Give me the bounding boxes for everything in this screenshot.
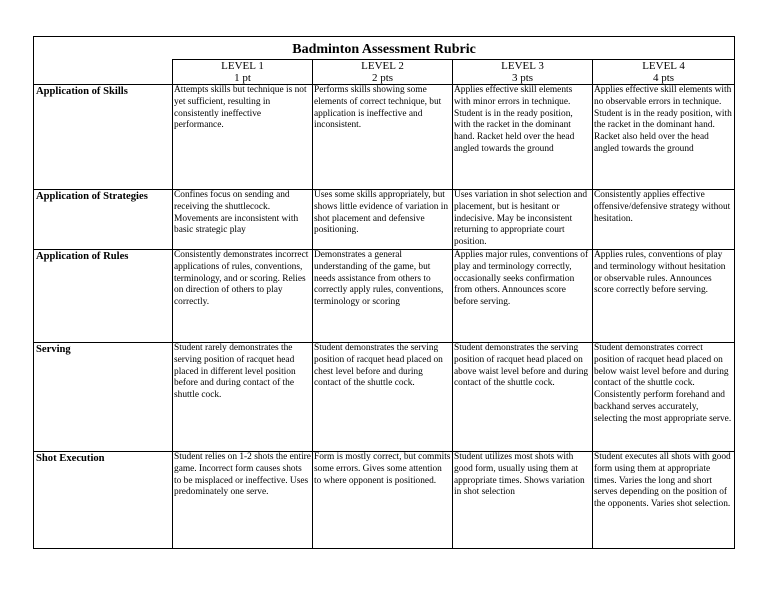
rubric-row-strategies [34, 190, 735, 250]
level-2-name: LEVEL 2 [361, 60, 404, 72]
descriptor-cell: Student relies on 1-2 shots the entire game. Incorrect form causes shots to be misplaced or ineffective. Uses predominately one serve. [173, 451, 313, 548]
level-1-name: LEVEL 1 [221, 60, 264, 72]
level-1-header [173, 60, 313, 85]
level-header-row [34, 60, 735, 85]
criterion-label: Application of Skills [34, 85, 173, 190]
descriptor-cell: Consistently applies effective offensive/defensive strategy without hesitation. [593, 190, 735, 250]
level-2-points: 2 pts [371, 72, 394, 84]
descriptor-cell: Uses some skills appropriately, but shows little evidence of variation in shot placement and defensive positioning. [313, 190, 453, 250]
criterion-label: Serving [34, 342, 173, 451]
rubric-row-serving [34, 342, 735, 451]
descriptor-cell: Form is mostly correct, but commits some errors. Gives some attention to where opponent is positioned. [313, 451, 453, 548]
descriptor-cell: Student rarely demonstrates the serving position of racquet head placed in different level position before and during contact of the shuttle cock. [173, 342, 313, 451]
descriptor-cell: Performs skills showing some elements of correct technique, but application is ineffective and inconsistent. [313, 85, 453, 190]
rubric-row-shot-execution [34, 451, 735, 548]
criterion-header-cell [34, 60, 173, 85]
descriptor-cell: Confines focus on sending and receiving the shuttlecock. Movements are inconsistent with basic strategic play [173, 190, 313, 250]
level-3-header [453, 60, 593, 85]
criterion-label: Shot Execution [34, 451, 173, 548]
descriptor-cell: Applies effective skill elements with no observable errors in technique. Student is in the ready position, with the racket in the dominant hand. Racket also held over the head angled towards the ground [593, 85, 735, 190]
level-4-points: 4 pts [652, 72, 675, 84]
title-row [34, 37, 735, 60]
descriptor-cell: Consistently demonstrates incorrect applications of rules, conventions, terminology, and or scoring. Relies on direction of others to play correctly. [173, 249, 313, 342]
descriptor-cell: Student demonstrates correct position of racquet head placed on below waist level before and during contact of the shuttle cock. Consistently perform forehand and backhand serves accurately, selecting the most appropriate serve. [593, 342, 735, 451]
rubric-title: Badminton Assessment Rubric [34, 37, 735, 60]
descriptor-cell: Applies rules, conventions of play and terminology without hesitation or observable rules. Announces score correctly before serving. [593, 249, 735, 342]
descriptor-cell: Student utilizes most shots with good form, usually using them at appropriate times. Shows variation in shot selection [453, 451, 593, 548]
level-3-points: 3 pts [511, 72, 534, 84]
rubric-row-skills [34, 85, 735, 190]
level-2-header [313, 60, 453, 85]
level-4-header [593, 60, 735, 85]
level-3-name: LEVEL 3 [501, 60, 544, 72]
descriptor-cell: Student demonstrates the serving position of racquet head placed on above waist level before and during contact of the shuttle cock. [453, 342, 593, 451]
descriptor-cell: Attempts skills but technique is not yet sufficient, resulting in consistently ineffective performance. [173, 85, 313, 190]
level-4-name: LEVEL 4 [642, 60, 685, 72]
descriptor-cell: Student demonstrates the serving position of racquet head placed on chest level before and during contact of the shuttle cock. [313, 342, 453, 451]
descriptor-cell: Applies effective skill elements with minor errors in technique. Student is in the ready position, with the racket in the dominant hand. Racket held over the head angled towards the ground [453, 85, 593, 190]
rubric-row-rules [34, 249, 735, 342]
descriptor-cell: Applies major rules, conventions of play and terminology correctly, occasionally seeks confirmation from others. Announces score before serving. [453, 249, 593, 342]
descriptor-cell: Demonstrates a general understanding of the game, but needs assistance from others to correctly apply rules, conventions, terminology or scoring [313, 249, 453, 342]
level-1-points: 1 pt [234, 72, 251, 84]
criterion-label: Application of Strategies [34, 190, 173, 250]
descriptor-cell: Uses variation in shot selection and placement, but is hesitant or indecisive. May be inconsistent returning to appropriate court position. [453, 190, 593, 250]
descriptor-cell: Student executes all shots with good form using them at appropriate times. Varies the long and short serves depending on the position of the opponents. Varies shot selection. [593, 451, 735, 548]
rubric-table [33, 36, 735, 549]
criterion-label: Application of Rules [34, 249, 173, 342]
